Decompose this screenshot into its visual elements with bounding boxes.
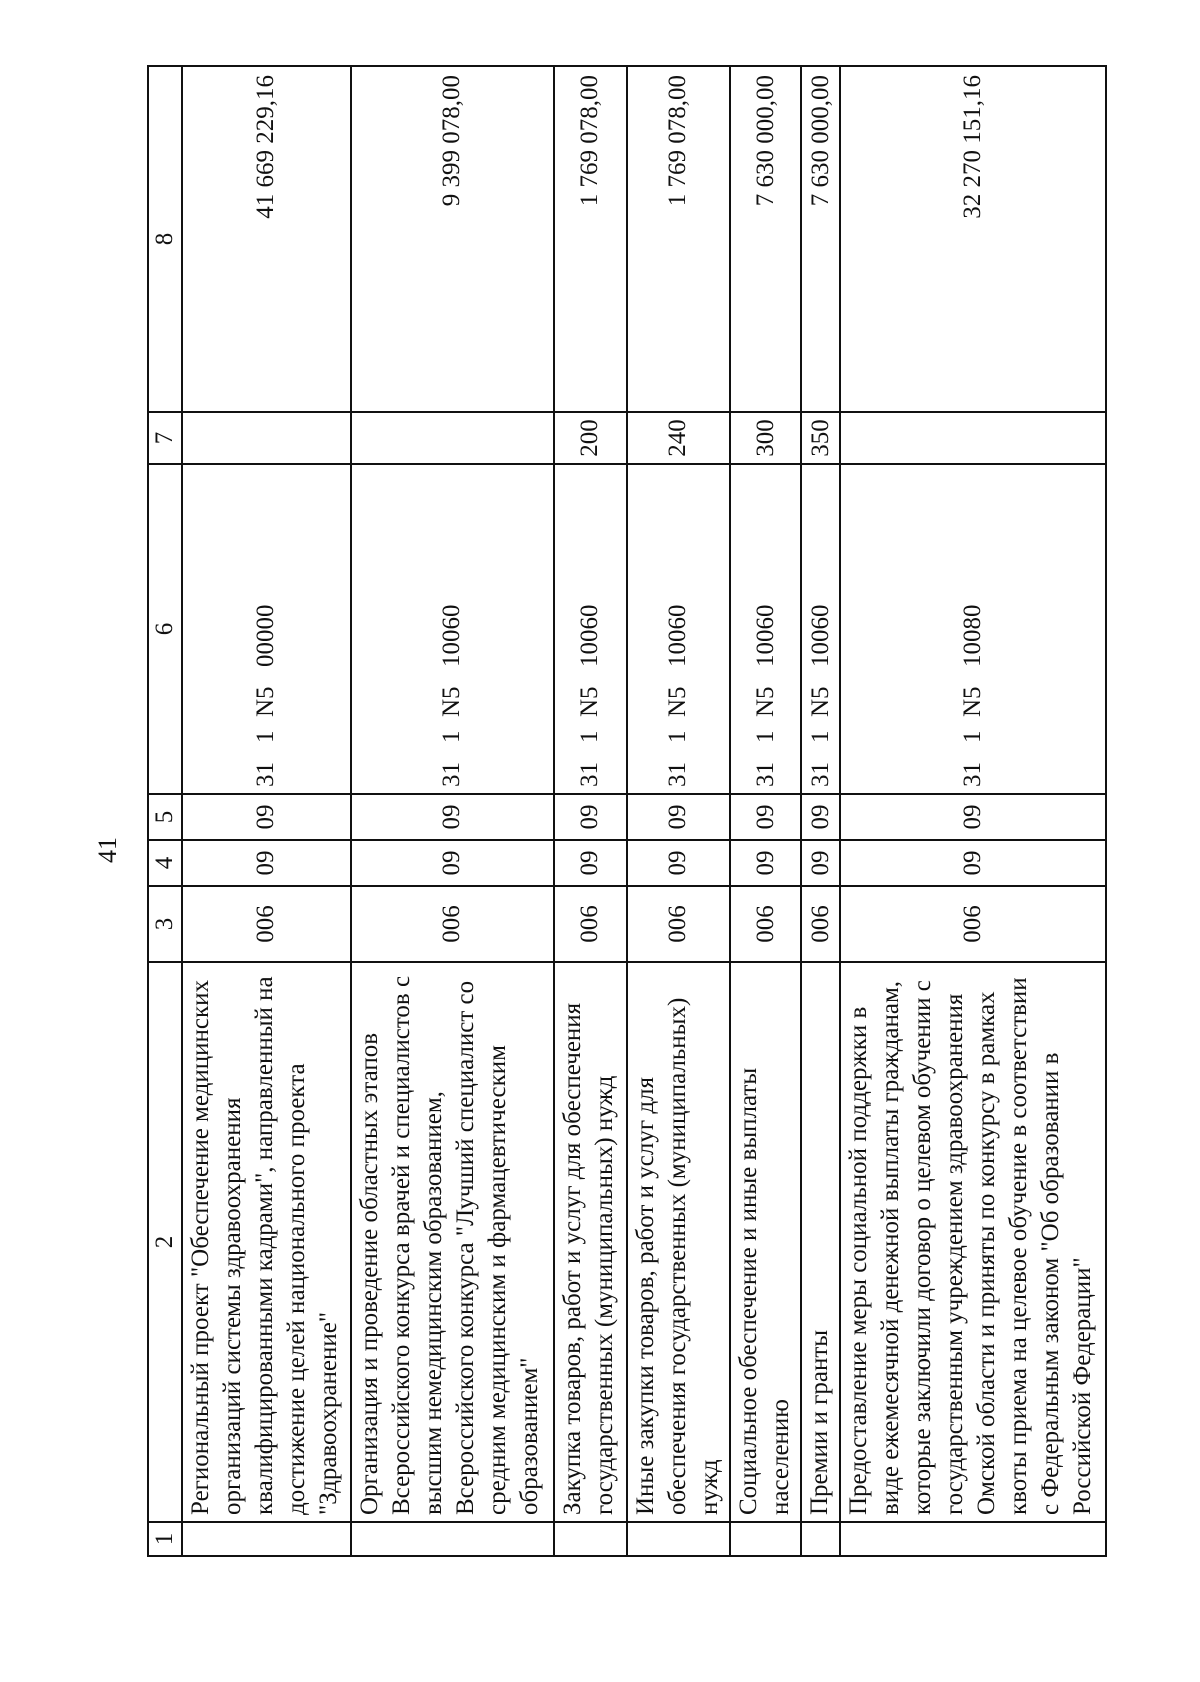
expense-type-code [840,412,1106,464]
subsection-code: 09 [801,794,840,840]
expense-type-code [182,412,351,464]
amount: 41 669 229,16 [182,66,351,412]
target-article-code: 311N510060 [554,464,627,794]
expense-type-code: 240 [627,412,731,464]
target-article-code: 311N510080 [840,464,1106,794]
section-code: 09 [627,840,731,886]
section-code: 09 [351,840,554,886]
ministry-code: 006 [840,886,1106,962]
table-row [730,66,801,1556]
subsection-code: 09 [730,794,801,840]
item-name: Организация и проведение областных этапов Всероссийского конкурса врачей и специалистов с высшим немедицинским образованием, Всероссийского конкурса "Лучший специалист со средним медицинским и фармацевтическим образованием" [351,962,554,1522]
row-number-cell [182,1522,351,1556]
row-number-cell [840,1522,1106,1556]
target-article-code: 311N510060 [801,464,840,794]
ministry-code: 006 [554,886,627,962]
col-header-4: 4 [148,840,182,886]
amount: 1 769 078,00 [554,66,627,412]
row-number-cell [730,1522,801,1556]
section-code: 09 [554,840,627,886]
ministry-code: 006 [627,886,731,962]
subsection-code: 09 [840,794,1106,840]
section-code: 09 [840,840,1106,886]
target-article-code: 311N510060 [351,464,554,794]
column-number-row [148,66,182,1556]
table-row [351,66,554,1556]
expense-type-code: 350 [801,412,840,464]
col-header-1: 1 [148,1522,182,1556]
ministry-code: 006 [182,886,351,962]
table-row [627,66,731,1556]
item-name: Премии и гранты [801,962,840,1522]
budget-table-rotated [147,67,1107,1557]
ministry-code: 006 [351,886,554,962]
expense-type-code: 300 [730,412,801,464]
section-code: 09 [182,840,351,886]
col-header-6: 6 [148,464,182,794]
target-article-code: 311N510060 [627,464,731,794]
target-article-code: 311N500000 [182,464,351,794]
section-code: 09 [801,840,840,886]
subsection-code: 09 [351,794,554,840]
item-name: Иные закупки товаров, работ и услуг для обеспечения государственных (муниципальных) нужд [627,962,731,1522]
subsection-code: 09 [182,794,351,840]
amount: 7 630 000,00 [801,66,840,412]
row-number-cell [801,1522,840,1556]
page-number: 41 [93,837,122,863]
subsection-code: 09 [554,794,627,840]
amount: 1 769 078,00 [627,66,731,412]
budget-table [147,65,1107,1557]
ministry-code: 006 [730,886,801,962]
item-name: Социальное обеспечение и иные выплаты населению [730,962,801,1522]
subsection-code: 09 [627,794,731,840]
amount: 7 630 000,00 [730,66,801,412]
item-name: Предоставление меры социальной поддержки в виде ежемесячной денежной выплаты гражданам, которые заключили договор о целевом обучении с государственным учреждением здравоохранения Омской области и приняты по конкурсу в рамках квоты приема на целевое обучение в соответствии с Федеральным законом "Об образовании в Российской Федерации" [840,962,1106,1522]
expense-type-code [351,412,554,464]
target-article-code: 311N510060 [730,464,801,794]
table-row [840,66,1106,1556]
ministry-code: 006 [801,886,840,962]
item-name: Закупка товаров, работ и услуг для обеспечения государственных (муниципальных) нужд [554,962,627,1522]
section-code: 09 [730,840,801,886]
col-header-5: 5 [148,794,182,840]
col-header-3: 3 [148,886,182,962]
table-row [554,66,627,1556]
row-number-cell [627,1522,731,1556]
amount: 32 270 151,16 [840,66,1106,412]
item-name: Региональный проект "Обеспечение медицинских организаций системы здравоохранения квалифицированными кадрами", направленный на достижение целей национального проекта "Здравоохранение" [182,962,351,1522]
row-number-cell [351,1522,554,1556]
table-row [801,66,840,1556]
col-header-2: 2 [148,962,182,1522]
row-number-cell [554,1522,627,1556]
col-header-7: 7 [148,412,182,464]
col-header-8: 8 [148,66,182,412]
amount: 9 399 078,00 [351,66,554,412]
table-row [182,66,351,1556]
expense-type-code: 200 [554,412,627,464]
